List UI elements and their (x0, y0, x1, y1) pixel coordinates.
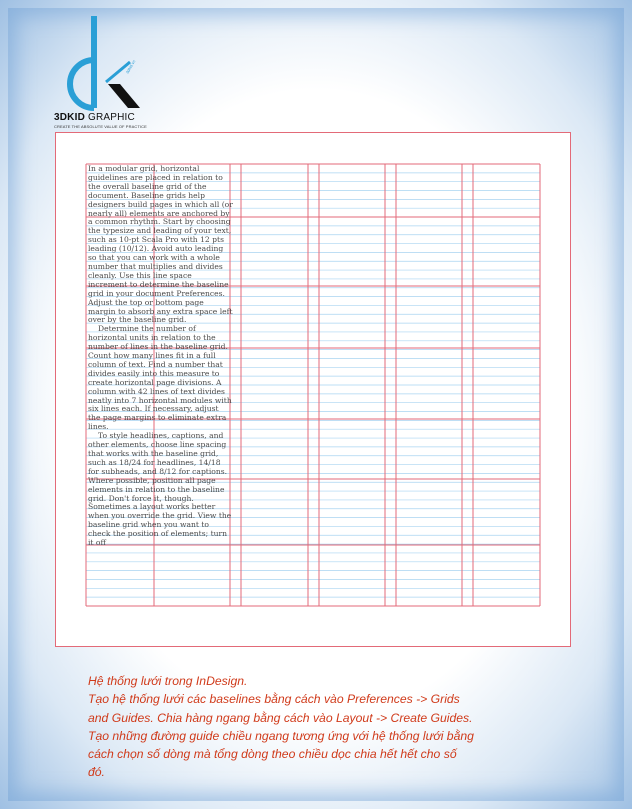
logo-tagline: CREATE THE ABSOLUTE VALUE OF PRACTICE (54, 124, 147, 129)
body-text-column (88, 165, 233, 605)
caption-line: Hệ thống lưới trong InDesign. (88, 674, 248, 688)
body-paragraph-2: Determine the number of horizontal units in relation to the number of lines in the baseline grid. Count how many lines fit in a full column of text. Find a number that divides easily into this measure to create horizontal page divisions. A column with 42 lines of text divides neatly into 7 horizontal modules with six lines each. If necessary, adjust the page margins to eliminate extra lines. (88, 324, 232, 432)
caption-line: Tạo hệ thống lưới các baselines bằng cách vào Preferences -> Grids (88, 692, 460, 707)
caption-block (88, 672, 508, 782)
body-paragraph-1: In a modular grid, horizontal guidelines are placed in relation to the overall baseline grid of the document. Baseline grids help designers build pages in which all (or nearly all) elements are anchored by a common rhythm. Start by choosing the typesize and leading of your text, such as 10-pt Scala Pro with 12 pts leading (10/12). Avoid auto leading so that you can work with a whole number that multiplies and divides cleanly. Use this line space increment to determine the baseline grid in your document Preferences. Adjust the top or bottom page margin to absorb any extra space left over by the baseline grid. (88, 165, 233, 325)
caption-line: đó. (88, 765, 105, 780)
logo-mark-text: 3dkid.vn (124, 59, 137, 75)
caption-line: cách chọn số dòng mà tổng dòng theo chiều dọc chia hết hết cho số (88, 747, 457, 762)
caption-line: Tạo những đường guide chiều ngang tương ứng với hệ thống lưới bằng (88, 728, 474, 743)
body-paragraph-3: To style headlines, captions, and other elements, choose line spacing that works with the baseline grid, such as 18/24 for headlines, 14/18 for subheads, and 8/12 for captions. Where possible, position all page elements in relation to the baseline grid. Don't force it, though. Sometimes a layout works better when you override the grid. View the baseline grid when you want to check the position of elements; turn it off (88, 431, 232, 548)
logo-wordmark-bold: 3DKID (54, 112, 86, 123)
caption-line: and Guides. Chia hàng ngang bằng cách vào Layout -> Create Guides. (88, 710, 473, 725)
logo-wordmark-thin: GRAPHIC (85, 112, 135, 123)
